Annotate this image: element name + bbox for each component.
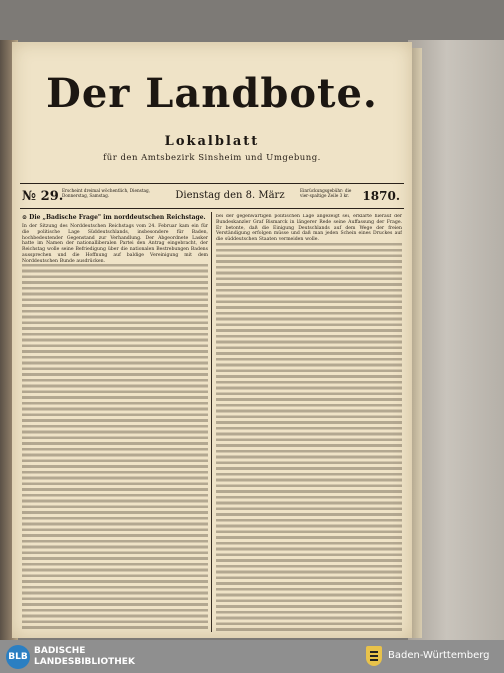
text-lines-left [22,264,208,632]
article-text-right: bei der gegenwärtigen politischen Lage angezeigt sei, erklärte hierauf der Bundeskanzler Graf Bismarck in längerer Rede seine Auffassung der Frage. Er betonte, daß die Einigung Deutschlands auf dem Wege der freien Verständigung erfolgen müsse und daß man jeden Schein eines Druckes auf die süddeutschen Staaten vermeiden wolle. [216,214,402,242]
blb-logo-icon[interactable]: BLB [6,645,30,669]
dateline [20,187,404,207]
article-headline: ⊙ Die „Badische Frage" im norddeutschen Reichstage. [22,214,206,221]
column-right [216,214,402,632]
newspaper-page [12,42,412,638]
rule-top [20,183,404,184]
book-cover [408,40,504,640]
text-lines-right [216,243,402,632]
state-name[interactable]: Baden-Württemberg [388,650,490,661]
article-text-left: In der Sitzung des Norddeutschen Reichstags vom 24. Februar kam ein für die politische Lage Süddeutschlands, insbesondere für Baden, hochbedeutender Gegenstand zur Verhandlung. Der Abgeordnete Lasker hatte im Namen der nationalliberalen Partei den Antrag eingebracht, der Reichstag wolle seine Befriedigung über die nationalen Bestrebungen Badens aussprechen und die Hoffnung auf baldige Vereinigung mit dem Norddeutschen Bunde ausdrücken. [22,224,208,264]
issue-year: 1870. [362,189,400,203]
issue-number: № 29. [22,189,64,204]
newspaper-title: Der Landbote. [46,70,378,117]
price-note: Einrückungsgebühr: die vier-spaltige Zeile 3 kr. [300,188,352,198]
newspaper-subline: für den Amtsbezirk Sinsheim und Umgebung. [103,153,321,163]
issue-date: Dienstag den 8. März [175,190,285,201]
newspaper-subtitle: Lokalblatt [164,134,260,149]
library-name[interactable]: BADISCHE LANDESBIBLIOTHEK [34,646,135,667]
publication-note: Erscheint dreimal wöchentlich, Dienstag, Donnerstag, Samstag. [62,188,151,198]
footer-bar [0,640,504,673]
page-edge [412,48,422,638]
column-left [22,214,208,632]
bw-coat-of-arms-icon [366,646,382,666]
rule-bottom [20,208,404,209]
column-divider [211,212,212,632]
